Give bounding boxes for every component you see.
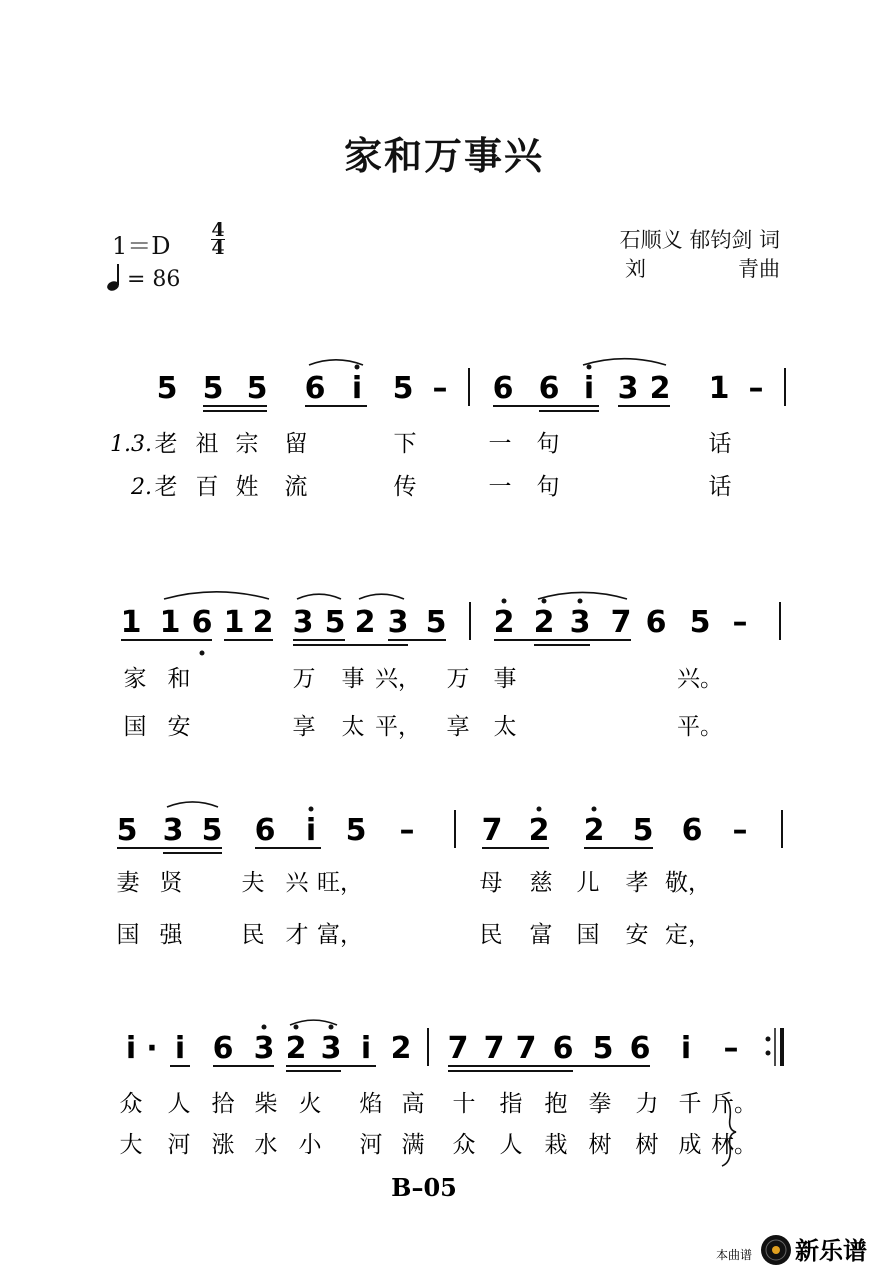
note: 7 [483,1031,505,1066]
octave-dot [587,365,592,370]
lyric: 百 [195,474,219,500]
lyric: 句 [536,474,560,500]
lyric: 众 [119,1091,143,1117]
lyric: 千 [678,1091,702,1117]
note: 1 [120,605,142,640]
note: i [174,1031,186,1066]
lyric: 兴， [375,666,421,692]
lyric: 老 [154,474,178,500]
note: i [360,1031,372,1066]
note: 3 [162,813,184,848]
note: 5 [392,371,414,406]
lyric: 人 [167,1091,191,1117]
note: 6 [645,605,667,640]
lyric: 平， [375,714,421,740]
lyric: 树 [588,1132,612,1158]
lyric: 享 [446,714,470,740]
note: – [723,1031,739,1066]
octave-dot [200,651,205,656]
note: 5 [116,813,138,848]
lyric: 兴。 [677,666,723,692]
lyric: 流 [284,474,308,500]
lyric: 民 [241,922,265,948]
note: 6 [681,813,703,848]
lyric: 旺， [317,870,363,896]
lyric: 国 [576,922,600,948]
note: 1 [708,371,730,406]
lyric: 富 [529,922,553,948]
note: 2 [583,813,605,848]
lyric: 指 [499,1091,523,1117]
lyric: 河 [167,1132,191,1158]
lyric: 火 [298,1091,322,1117]
lyric: 贤 [159,870,183,896]
note: 7 [447,1031,469,1066]
lyric: 大 [119,1132,143,1158]
octave-dot [294,1025,299,1030]
lyric: 焰 [359,1091,383,1117]
lyric: 国 [123,714,147,740]
vinyl-record-icon [761,1235,791,1265]
lyric: 宗 [235,431,259,457]
lyric: 话 [708,431,732,457]
note: 6 [629,1031,651,1066]
slur [297,594,341,599]
lyric: 拾 [211,1091,235,1117]
lyric: 孝 [625,870,649,896]
lyric: 兴 [285,870,309,896]
composer-surname: 刘 [625,257,646,281]
slur [538,592,627,599]
note: 2 [285,1031,307,1066]
note: 2 [354,605,376,640]
lyric: 家 [123,666,147,692]
note: 6 [254,813,276,848]
note: 2 [533,605,555,640]
note: 5 [246,371,268,406]
slur [583,359,666,365]
note: 6 [212,1031,234,1066]
note: i [125,1031,137,1066]
key-signature: 1＝D [112,232,171,260]
lyric: 太 [341,714,365,740]
lyric: 柴 [254,1091,278,1117]
lyric: 小 [298,1132,322,1158]
note: – [432,371,448,406]
lyric: 句 [536,431,560,457]
lyric: 夫 [241,870,265,896]
octave-dot [355,365,360,370]
note: 3 [569,605,591,640]
verse-number: 1.3. [110,432,152,457]
note: · [146,1031,158,1066]
octave-dot [329,1025,334,1030]
note: 5 [425,605,447,640]
note: 6 [492,371,514,406]
lyric: 栽 [544,1132,568,1158]
note: i [305,813,317,848]
slur [167,802,218,807]
lyric: 平。 [677,714,723,740]
note: 5 [324,605,346,640]
lyrics [110,431,757,1158]
lyric: 一 [488,474,512,500]
lyric: 传 [393,474,417,500]
lyric: 力 [635,1091,659,1117]
lyric: 人 [499,1132,523,1158]
repeat-dot [766,1051,771,1056]
lyric: 享 [292,714,316,740]
note: 5 [202,371,224,406]
lyric: 拳 [588,1091,612,1117]
note: – [732,605,748,640]
lyric: 姓 [235,474,259,500]
lyric: 涨 [211,1132,235,1158]
octave-dot [578,599,583,604]
octave-dot [537,807,542,812]
lyric: 林。 [711,1132,757,1158]
lyric: 富， [317,922,363,948]
note: 6 [538,371,560,406]
time-signature-bottom: 4 [211,237,225,259]
lyric: 和 [167,666,191,692]
lyric: 留 [284,431,308,457]
repeat-dot [766,1037,771,1042]
note: 5 [592,1031,614,1066]
note: 3 [320,1031,342,1066]
watermark-brand: 新乐谱 [795,1237,867,1265]
lyric: 敬， [665,870,711,896]
lyric: 水 [254,1132,278,1158]
lyric: 十 [452,1091,476,1117]
lyric: 众 [452,1132,476,1158]
note: 7 [515,1031,537,1066]
note: i [680,1031,692,1066]
watermark-label: 本曲谱 [716,1248,753,1262]
lyric: 树 [635,1132,659,1158]
note: 5 [345,813,367,848]
lyric: 事 [493,666,517,692]
lyric: 太 [493,714,517,740]
note: 2 [649,371,671,406]
lyric: 安 [167,714,191,740]
note: 1 [223,605,245,640]
lyric: 抱 [544,1091,568,1117]
watermark [716,1235,867,1265]
slur [309,360,363,365]
octave-dot [309,807,314,812]
lyric: 国 [116,922,140,948]
note: 7 [610,605,632,640]
lyric: 定， [665,922,711,948]
lyric: 慈 [529,870,553,896]
note: 7 [481,813,503,848]
note: 2 [528,813,550,848]
note: 5 [632,813,654,848]
note: 2 [390,1031,412,1066]
lyric: 高 [401,1091,425,1117]
note: i [583,371,595,406]
page-number: B–05 [391,1173,457,1202]
lyric: 一 [488,431,512,457]
lyric: 万 [446,666,470,692]
lyric: 成 [678,1132,702,1158]
lyricist-credit: 石顺义 郁钧剑 词 [619,228,780,252]
octave-dot [542,599,547,604]
lyric: 老 [154,431,178,457]
note: 5 [689,605,711,640]
lyric: 妻 [116,870,140,896]
verse-number: 2. [131,475,152,500]
note: 3 [253,1031,275,1066]
note: 3 [617,371,639,406]
lyric: 祖 [195,431,219,457]
slur [359,594,404,599]
note: 2 [252,605,274,640]
time-signature-top: 4 [211,219,225,241]
lyric: 话 [708,474,732,500]
lyric: 强 [159,922,183,948]
note: 1 [159,605,181,640]
lyric: 万 [292,666,316,692]
song-title: 家和万事兴 [343,134,544,178]
slur [164,592,269,599]
lyric: 事 [341,666,365,692]
note: 6 [304,371,326,406]
lyric: 才 [285,922,309,948]
note: 2 [493,605,515,640]
note: 3 [292,605,314,640]
note: i [351,371,363,406]
lyric: 斤。 [711,1091,757,1117]
note: 3 [387,605,409,640]
tempo-value: = 86 [127,267,181,292]
note: 5 [201,813,223,848]
slur [290,1020,337,1025]
note: – [399,813,415,848]
octave-dot [502,599,507,604]
note: 6 [191,605,213,640]
note: 5 [156,371,178,406]
composer-given: 青曲 [738,257,780,281]
octave-dot [592,807,597,812]
note: 6 [552,1031,574,1066]
lyric: 河 [359,1132,383,1158]
lyric: 满 [401,1132,425,1158]
lyric: 母 [479,870,503,896]
lyric: 下 [393,431,417,457]
note: – [732,813,748,848]
lyric: 民 [479,922,503,948]
octave-dot [262,1025,267,1030]
lyric: 儿 [576,870,600,896]
note: – [748,371,764,406]
lyric: 安 [625,922,649,948]
